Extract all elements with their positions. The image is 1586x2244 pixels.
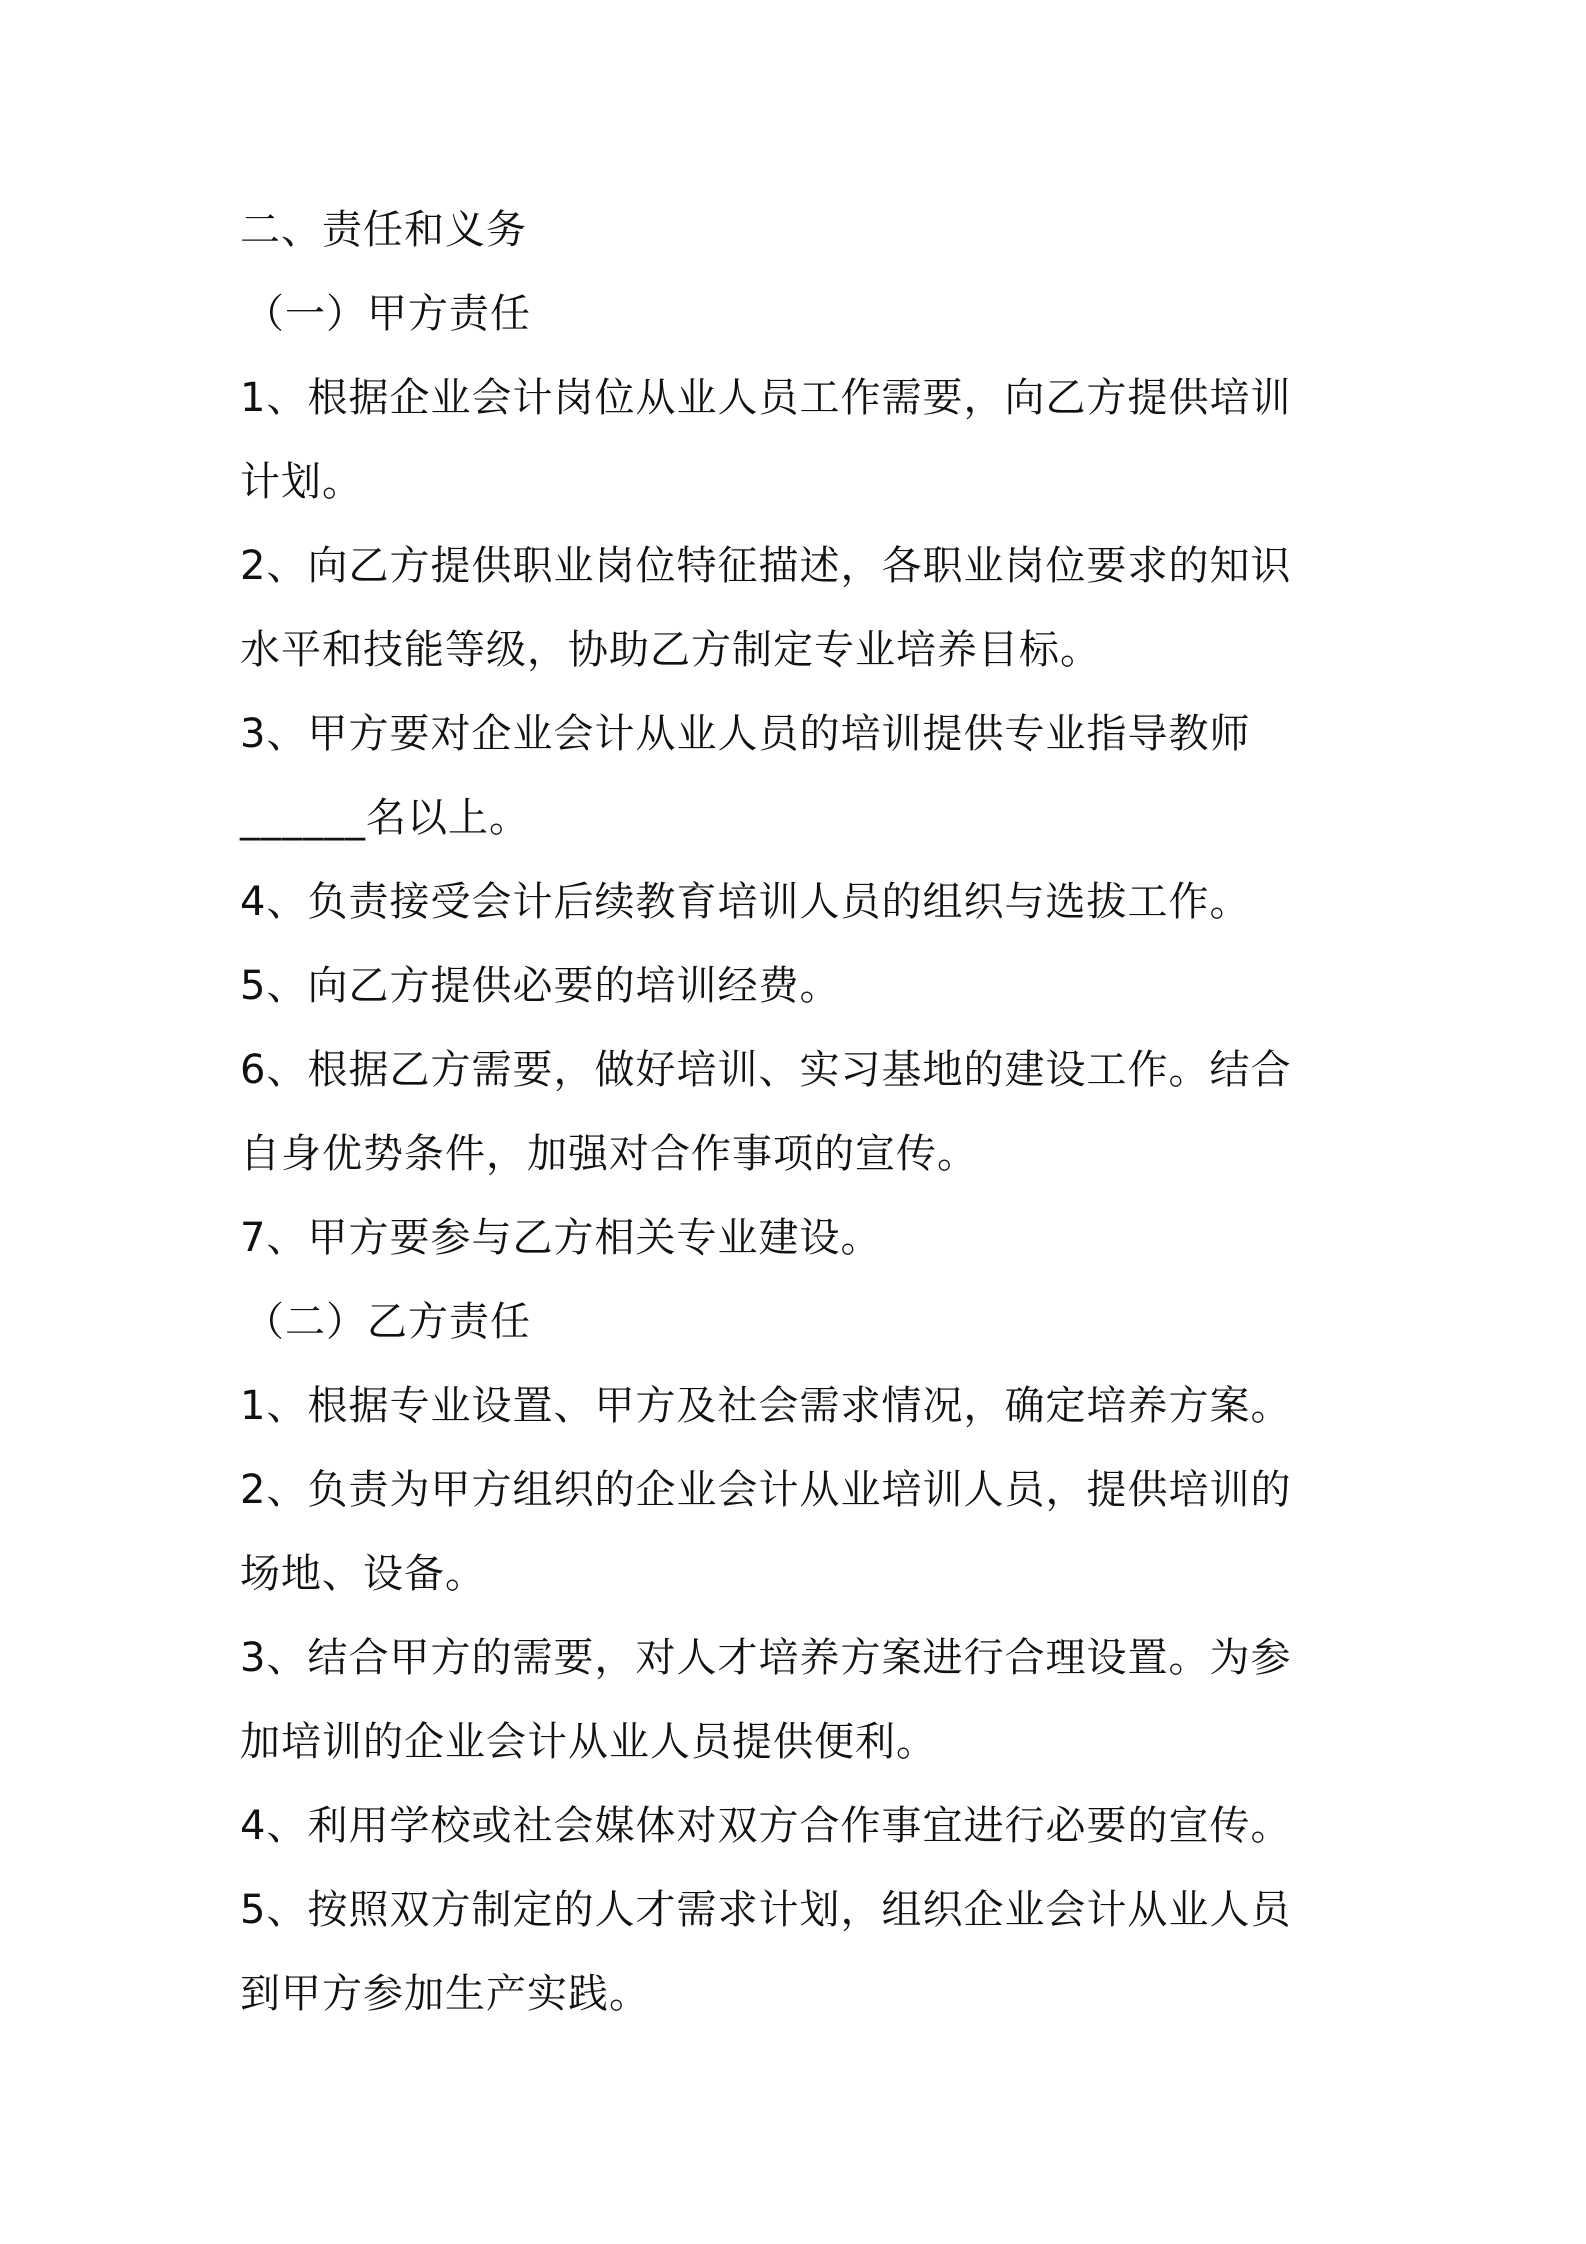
paragraph-line: 到甲方参加生产实践。 [240,1971,650,2017]
paragraph-line: 5、按照双方制定的人才需求计划，组织企业会计从业人员 [240,1887,1292,1933]
paragraph-line: 加培训的企业会计从业人员提供便利。 [240,1719,937,1765]
paragraph-line: ______名以上。 [240,795,530,841]
document-body [240,188,1360,2036]
paragraph-line: 自身优势条件，加强对合作事项的宣传。 [240,1131,978,1177]
paragraph-line: 3、结合甲方的需要，对人才培养方案进行合理设置。为参 [240,1635,1292,1681]
subsection-title-party-b: （二）乙方责任 [244,1299,531,1345]
paragraph-line: 3、甲方要对企业会计从业人员的培训提供专业指导教师 [240,711,1251,757]
paragraph-line: 场地、设备。 [240,1551,486,1597]
paragraph-line: 2、负责为甲方组织的企业会计从业培训人员，提供培训的 [240,1467,1292,1513]
paragraph-line: 2、向乙方提供职业岗位特征描述，各职业岗位要求的知识 [240,543,1292,589]
section-heading: 二、责任和义务 [240,207,527,253]
paragraph-line: 计划。 [240,459,363,505]
paragraph-line: 4、利用学校或社会媒体对双方合作事宜进行必要的宣传。 [240,1803,1292,1849]
subsection-title-party-a: （一）甲方责任 [244,291,531,337]
paragraph-line: 6、根据乙方需要，做好培训、实习基地的建设工作。结合 [240,1047,1292,1093]
paragraph-line: 7、甲方要参与乙方相关专业建设。 [240,1215,882,1261]
paragraph-line: 5、向乙方提供必要的培训经费。 [240,963,841,1009]
paragraph-line: 水平和技能等级，协助乙方制定专业培养目标。 [240,627,1101,673]
paragraph-line: 1、根据企业会计岗位从业人员工作需要，向乙方提供培训 [240,375,1292,421]
paragraph-line: 1、根据专业设置、甲方及社会需求情况，确定培养方案。 [240,1383,1292,1429]
paragraph-line: 4、负责接受会计后续教育培训人员的组织与选拔工作。 [240,879,1251,925]
